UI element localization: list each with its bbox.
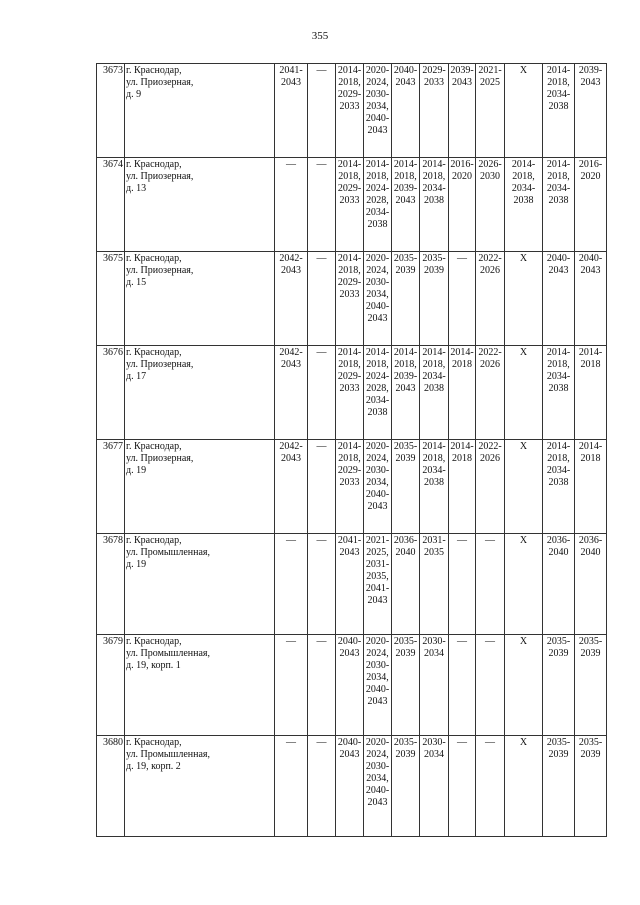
page-number: 355 [311,30,329,42]
period-cell: — [476,534,505,635]
period-cell: 2021- 2025, 2031- 2035, 2041- 2043 [364,534,392,635]
row-number: 3677 [97,440,125,534]
period-cell: 2035- 2039 [392,440,420,534]
period-cell: 2030- 2034 [420,635,449,736]
period-cell: 2040- 2043 [575,252,607,346]
table-row [97,346,607,440]
row-number: 3675 [97,252,125,346]
period-cell: — [476,736,505,837]
period-cell: 2014- 2018 [449,346,476,440]
table-row [97,635,607,736]
period-cell: 2031- 2035 [420,534,449,635]
period-cell: 2014- 2018, 2029- 2033 [336,346,364,440]
period-cell: 2035- 2039 [392,635,420,736]
period-cell: 2042- 2043 [275,440,308,534]
row-number: 3674 [97,158,125,252]
period-cell: 2014- 2018 [449,440,476,534]
period-cell: X [505,440,543,534]
period-cell: 2016- 2020 [575,158,607,252]
period-cell: X [505,736,543,837]
table-row [97,440,607,534]
period-cell: 2014- 2018, 2029- 2033 [336,252,364,346]
period-cell: 2020- 2024, 2030- 2034, 2040- 2043 [364,64,392,158]
period-cell: 2040- 2043 [543,252,575,346]
period-cell: — [308,534,336,635]
period-cell: 2035- 2039 [392,252,420,346]
period-cell: X [505,252,543,346]
period-cell: 2020- 2024, 2030- 2034, 2040- 2043 [364,252,392,346]
period-cell: 2014- 2018, 2034- 2038 [543,440,575,534]
period-cell: — [275,534,308,635]
period-cell: 2040- 2043 [392,64,420,158]
period-cell: 2039- 2043 [575,64,607,158]
table-row [97,534,607,635]
period-cell: 2039- 2043 [449,64,476,158]
period-cell: 2042- 2043 [275,252,308,346]
period-cell: 2035- 2039 [420,252,449,346]
address-cell: г. Краснодар, ул. Приозерная, д. 19 [125,440,275,534]
period-cell: 2014- 2018, 2034- 2038 [543,158,575,252]
period-cell: 2035- 2039 [543,736,575,837]
period-cell: — [275,736,308,837]
period-cell: — [308,252,336,346]
period-cell: 2022- 2026 [476,346,505,440]
period-cell: 2022- 2026 [476,440,505,534]
period-cell: — [308,346,336,440]
period-cell: 2035- 2039 [543,635,575,736]
period-cell: — [308,736,336,837]
table-row [97,64,607,158]
period-cell: 2035- 2039 [575,635,607,736]
period-cell: 2014- 2018 [575,440,607,534]
period-cell: 2041- 2043 [336,534,364,635]
period-cell: 2030- 2034 [420,736,449,837]
row-number: 3679 [97,635,125,736]
period-cell: 2021- 2025 [476,64,505,158]
period-cell: 2014- 2018, 2024- 2028, 2034- 2038 [364,158,392,252]
period-cell: 2026- 2030 [476,158,505,252]
period-cell: 2035- 2039 [575,736,607,837]
period-cell: 2016- 2020 [449,158,476,252]
period-cell: 2014- 2018, 2029- 2033 [336,158,364,252]
address-cell: г. Краснодар, ул. Промышленная, д. 19, корп. 1 [125,635,275,736]
period-cell: 2036- 2040 [575,534,607,635]
period-cell: 2020- 2024, 2030- 2034, 2040- 2043 [364,440,392,534]
period-cell: 2014- 2018, 2034- 2038 [543,64,575,158]
period-cell: 2040- 2043 [336,736,364,837]
register-body [97,64,607,837]
period-cell: — [308,440,336,534]
period-cell: — [308,635,336,736]
row-number: 3676 [97,346,125,440]
period-cell: 2014- 2018, 2039- 2043 [392,346,420,440]
period-cell: 2014- 2018, 2034- 2038 [420,346,449,440]
period-cell: 2029- 2033 [420,64,449,158]
address-cell: г. Краснодар, ул. Приозерная, д. 17 [125,346,275,440]
period-cell: 2014- 2018, 2034- 2038 [505,158,543,252]
period-cell: 2014- 2018, 2029- 2033 [336,64,364,158]
period-cell: 2020- 2024, 2030- 2034, 2040- 2043 [364,736,392,837]
period-cell: 2014- 2018, 2029- 2033 [336,440,364,534]
period-cell: 2041- 2043 [275,64,308,158]
period-cell: — [308,64,336,158]
table-row [97,158,607,252]
period-cell: X [505,534,543,635]
period-cell: 2035- 2039 [392,736,420,837]
row-number: 3678 [97,534,125,635]
period-cell: — [449,635,476,736]
period-cell: 2020- 2024, 2030- 2034, 2040- 2043 [364,635,392,736]
period-cell: — [275,635,308,736]
row-number: 3673 [97,64,125,158]
table-row [97,736,607,837]
address-cell: г. Краснодар, ул. Промышленная, д. 19, корп. 2 [125,736,275,837]
period-cell: X [505,346,543,440]
period-cell: 2022- 2026 [476,252,505,346]
period-cell: — [449,534,476,635]
period-cell: — [449,736,476,837]
period-cell: — [449,252,476,346]
period-cell: 2014- 2018 [575,346,607,440]
period-cell: — [308,158,336,252]
register-table [96,63,607,837]
period-cell: 2014- 2018, 2034- 2038 [420,158,449,252]
address-cell: г. Краснодар, ул. Приозерная, д. 15 [125,252,275,346]
period-cell: 2036- 2040 [392,534,420,635]
address-cell: г. Краснодар, ул. Промышленная, д. 19 [125,534,275,635]
period-cell: 2014- 2018, 2024- 2028, 2034- 2038 [364,346,392,440]
period-cell: 2040- 2043 [336,635,364,736]
address-cell: г. Краснодар, ул. Приозерная, д. 13 [125,158,275,252]
period-cell: 2036- 2040 [543,534,575,635]
period-cell: 2042- 2043 [275,346,308,440]
address-cell: г. Краснодар, ул. Приозерная, д. 9 [125,64,275,158]
table-row [97,252,607,346]
period-cell: — [275,158,308,252]
period-cell: — [476,635,505,736]
period-cell: 2014- 2018, 2034- 2038 [543,346,575,440]
period-cell: 2014- 2018, 2039- 2043 [392,158,420,252]
period-cell: X [505,64,543,158]
period-cell: X [505,635,543,736]
period-cell: 2014- 2018, 2034- 2038 [420,440,449,534]
row-number: 3680 [97,736,125,837]
